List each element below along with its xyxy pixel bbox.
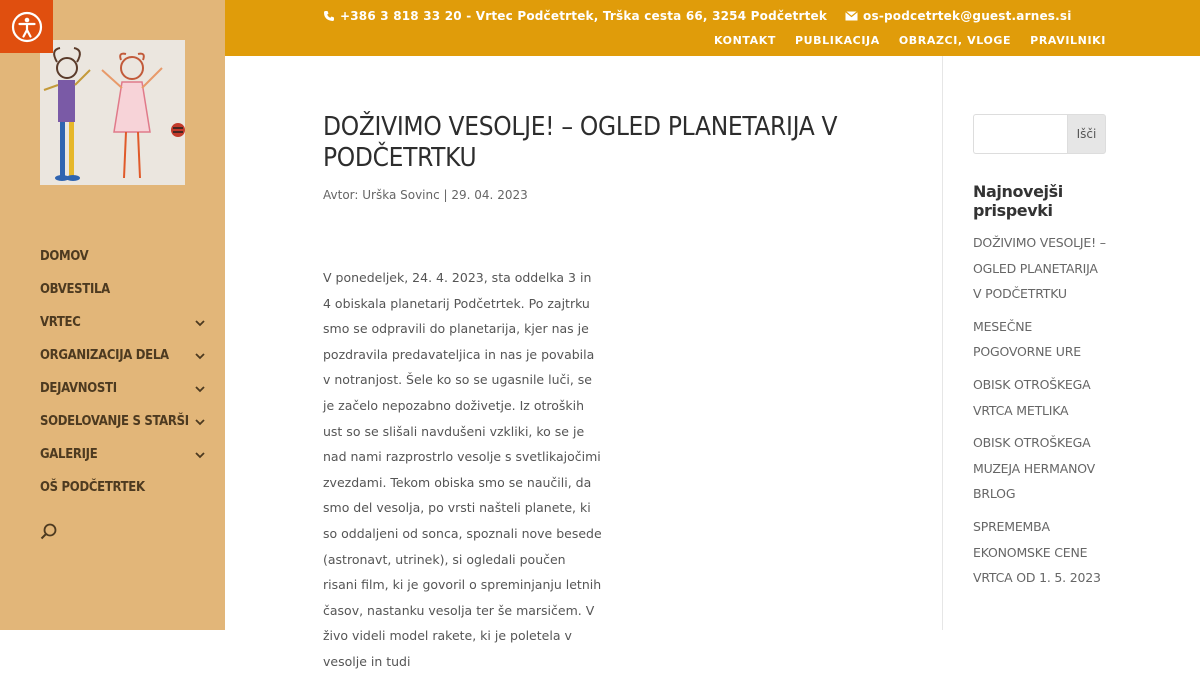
- nav-item-vrtec[interactable]: [40, 306, 210, 339]
- main-navigation: [40, 240, 210, 504]
- email-link[interactable]: os-podcetrtek@guest.arnes.si: [863, 9, 1072, 23]
- nav-item-label: GALERIJE: [40, 447, 98, 462]
- chevron-down-icon[interactable]: [194, 350, 206, 362]
- recent-post-link[interactable]: SPREMEMBA EKONOMSKE CENE VRTCA OD 1. 5. 2023: [973, 518, 1101, 586]
- chevron-down-icon[interactable]: [194, 317, 206, 329]
- top-header-bar: [225, 0, 1200, 56]
- nav-item-obvestila[interactable]: [40, 273, 210, 306]
- nav-item-galerije[interactable]: [40, 438, 210, 471]
- post-content: [323, 112, 883, 669]
- nav-item-label: DOMOV: [40, 249, 89, 264]
- nav-item-organizacija-dela[interactable]: [40, 339, 210, 372]
- chevron-down-icon[interactable]: [194, 449, 206, 461]
- recent-posts-title: Najnovejši prispevki: [973, 182, 1063, 220]
- nav-item-domov[interactable]: [40, 240, 210, 273]
- author-prefix: Avtor:: [323, 188, 363, 202]
- left-sidebar: [0, 0, 225, 630]
- post-date: 29. 04. 2023: [451, 188, 528, 202]
- sidebar-search[interactable]: [40, 523, 190, 549]
- nav-item-dejavnosti[interactable]: [40, 372, 210, 405]
- nav-item-label: OŠ PODČETRTEK: [40, 480, 145, 495]
- post-body: V ponedeljek, 24. 4. 2023, sta oddelka 3 in 4 obiskala planetarij Podčetrtek. Po zajtrku smo se odpravili do planetarija, kjer nas je pozdravila predavateljica in nas je povabila v notranjost. Šele ko so se ugasnile luči, se je začelo nepozabno doživetje. Iz otroških ust so se slišali navdušeni vzkliki, ko se je nad nami razprostrlo vesolje s svetlikajočimi zvezdami. Tekom obiska smo se naučili, da smo del vesolja, po vrsti našteli planete, ki so oddaljeni od sonca, spoznali nove besede (astronavt, utrinek), si ogledali poučen risani film, ki je govoril o spreminjanju letnih časov, nastanku vesolja ter še marsičem. V živo videli model rakete, ki je poletela v vesolje in tudi: [323, 270, 602, 669]
- children-drawing-image: [40, 40, 185, 185]
- nav-item-os-podcetrtek[interactable]: [40, 471, 210, 504]
- nav-link-obrazci-vloge[interactable]: OBRAZCI, VLOGE: [898, 34, 1012, 47]
- author-link[interactable]: Urška Sovinc: [362, 188, 440, 202]
- email-icon: [845, 11, 858, 21]
- accessibility-icon: [11, 11, 43, 43]
- column-divider: [942, 56, 943, 630]
- secondary-navigation: [714, 34, 1106, 47]
- nav-item-label: ORGANIZACIJA DELA: [40, 348, 169, 363]
- post-title: DOŽIVIMO VESOLJE! – OGLED PLANETARIJA V PODČETRTKU: [323, 112, 838, 173]
- chevron-down-icon[interactable]: [194, 416, 206, 428]
- contact-info: [323, 9, 1072, 23]
- nav-link-pravilniki[interactable]: PRAVILNIKI: [1030, 34, 1106, 47]
- search-icon[interactable]: [40, 523, 58, 541]
- recent-post-link[interactable]: OBISK OTROŠKEGA VRTCA METLIKA: [973, 376, 1091, 418]
- phone-icon: [323, 10, 335, 22]
- recent-post-link[interactable]: OBISK OTROŠKEGA MUZEJA HERMANOV BRLOG: [973, 435, 1096, 502]
- recent-posts-list: [973, 230, 1107, 591]
- nav-link-kontakt[interactable]: KONTAKT: [713, 34, 776, 47]
- nav-item-sodelovanje-s-starsi[interactable]: [40, 405, 210, 438]
- nav-item-label: DEJAVNOSTI: [40, 381, 117, 396]
- recent-post-link[interactable]: MESEČNE POGOVORNE URE: [973, 318, 1081, 360]
- right-sidebar: [973, 114, 1107, 598]
- accessibility-button[interactable]: [0, 0, 53, 53]
- search-button[interactable]: Išči: [1067, 114, 1106, 154]
- nav-item-label: VRTEC: [40, 315, 81, 330]
- recent-post-link[interactable]: DOŽIVIMO VESOLJE! – OGLED PLANETARIJA V PODČETRTKU: [973, 235, 1106, 302]
- nav-link-publikacija[interactable]: PUBLIKACIJA: [794, 34, 880, 47]
- search-widget: [973, 114, 1107, 154]
- site-logo[interactable]: [40, 40, 185, 185]
- meta-separator: |: [439, 188, 452, 202]
- nav-item-label: OBVESTILA: [40, 282, 110, 297]
- phone-address-text: +386 3 818 33 20 - Vrtec Podčetrtek, Trška cesta 66, 3254 Podčetrtek: [340, 9, 828, 23]
- nav-item-label: SODELOVANJE S STARŠI: [40, 414, 189, 429]
- chevron-down-icon[interactable]: [194, 383, 206, 395]
- search-input[interactable]: [973, 114, 1067, 154]
- post-meta: [323, 188, 883, 202]
